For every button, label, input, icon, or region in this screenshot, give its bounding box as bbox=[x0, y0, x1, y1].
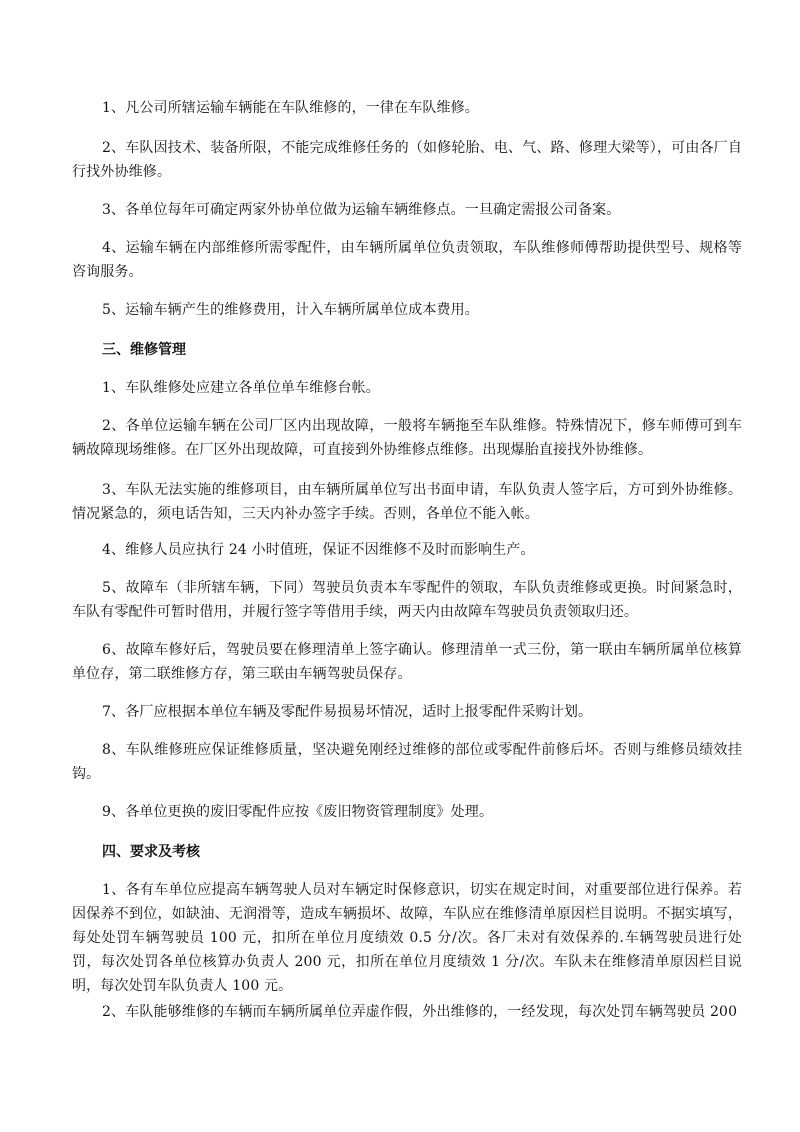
paragraph: 5、故障车（非所辖车辆，下同）驾驶员负责本车零配件的领取，车队负责维修或更换。时间紧急时，车队有零配件可暂时借用，并履行签字等借用手续，两天内由故障车驾驶员负责领取归还。 bbox=[72, 580, 742, 620]
section3-item-5 bbox=[72, 576, 742, 624]
section-heading: 四、要求及考核 bbox=[102, 844, 200, 860]
paragraph: 2、车队能够维修的车辆而车辆所属单位弄虚作假，外出维修的，一经发现，每次处罚车辆驾驶员 200 bbox=[102, 1004, 738, 1020]
section4-heading-block bbox=[72, 840, 742, 864]
paragraph: 4、维修人员应执行 24 小时值班，保证不因维修不及时而影响生产。 bbox=[102, 542, 535, 558]
section-heading: 三、维修管理 bbox=[102, 342, 186, 358]
section3-item-7 bbox=[72, 700, 742, 724]
paragraph: 8、车队维修班应保证维修质量，坚决避免刚经过维修的部位或零配件前修后坏。否则与维修员绩效挂钩。 bbox=[72, 742, 742, 782]
paragraph: 1、凡公司所辖运输车辆能在车队维修的，一律在车队维修。 bbox=[102, 100, 479, 116]
section3-item-2 bbox=[72, 414, 742, 462]
section2-item-2 bbox=[72, 136, 742, 184]
section2-item-3 bbox=[72, 198, 742, 222]
section3-item-9 bbox=[72, 800, 742, 824]
section3-item-1 bbox=[72, 376, 742, 400]
section3-item-8 bbox=[72, 738, 742, 786]
paragraph: 9、各单位更换的废旧零配件应按《废旧物资管理制度》处理。 bbox=[102, 804, 494, 820]
section2-item-4 bbox=[72, 236, 742, 284]
paragraph: 3、各单位每年可确定两家外协单位做为运输车辆维修点。一旦确定需报公司备案。 bbox=[102, 202, 621, 218]
section3-item-6 bbox=[72, 638, 742, 686]
paragraph: 6、故障车修好后，驾驶员要在修理清单上签字确认。修理清单一式三份，第一联由车辆所属单位核算单位存，第二联维修方存，第三联由车辆驾驶员保存。 bbox=[72, 642, 742, 682]
paragraph: 5、运输车辆产生的维修费用，计入车辆所属单位成本费用。 bbox=[102, 302, 479, 318]
paragraph: 1、车队维修处应建立各单位单车维修台帐。 bbox=[102, 380, 380, 396]
paragraph: 1、各有车单位应提高车辆驾驶人员对车辆定时保修意识，切实在规定时间，对重要部位进行保养。若因保养不到位，如缺油、无润滑等，造成车辆损坏、故障，车队应在维修清单原因栏目说明。不据实填写，每处处罚车辆驾驶员 100 元，扣所在单位月度绩效 0.5 分/次。各厂未对有效保养的.车辆驾驶员进行处罚，每次处罚各单位核算办负责人 200 元，扣所在单位月度绩效 1 分/次。车队未在维修清单原因栏目说明，每次处罚车队负责人 100 元。 bbox=[72, 882, 742, 994]
paragraph: 2、车队因技术、装备所限，不能完成维修任务的（如修轮胎、电、气、路、修理大梁等），可由各厂自行找外协维修。 bbox=[72, 140, 742, 180]
paragraph: 4、运输车辆在内部维修所需零配件，由车辆所属单位负责领取，车队维修师傅帮助提供型号、规格等咨询服务。 bbox=[72, 240, 742, 280]
section4-item-2 bbox=[72, 1000, 742, 1024]
section3-item-3 bbox=[72, 478, 742, 526]
paragraph: 2、各单位运输车辆在公司厂区内出现故障，一般将车辆拖至车队维修。特殊情况下，修车师傅可到车辆故障现场维修。在厂区外出现故障，可直接到外协维修点维修。出现爆胎直接找外协维修。 bbox=[72, 418, 742, 458]
section3-heading-block bbox=[72, 338, 742, 362]
section2-item-5 bbox=[72, 298, 742, 322]
paragraph: 7、各厂应根据本单位车辆及零配件易损易坏情况，适时上报零配件采购计划。 bbox=[102, 704, 593, 720]
section2-item-1 bbox=[72, 96, 742, 120]
paragraph: 3、车队无法实施的维修项目，由车辆所属单位写出书面申请，车队负责人签字后，方可到外协维修。情况紧急的，须电话告知，三天内补办签字手续。否则，各单位不能入帐。 bbox=[72, 482, 742, 522]
section3-item-4 bbox=[72, 538, 742, 562]
section4-item-1 bbox=[72, 878, 742, 998]
